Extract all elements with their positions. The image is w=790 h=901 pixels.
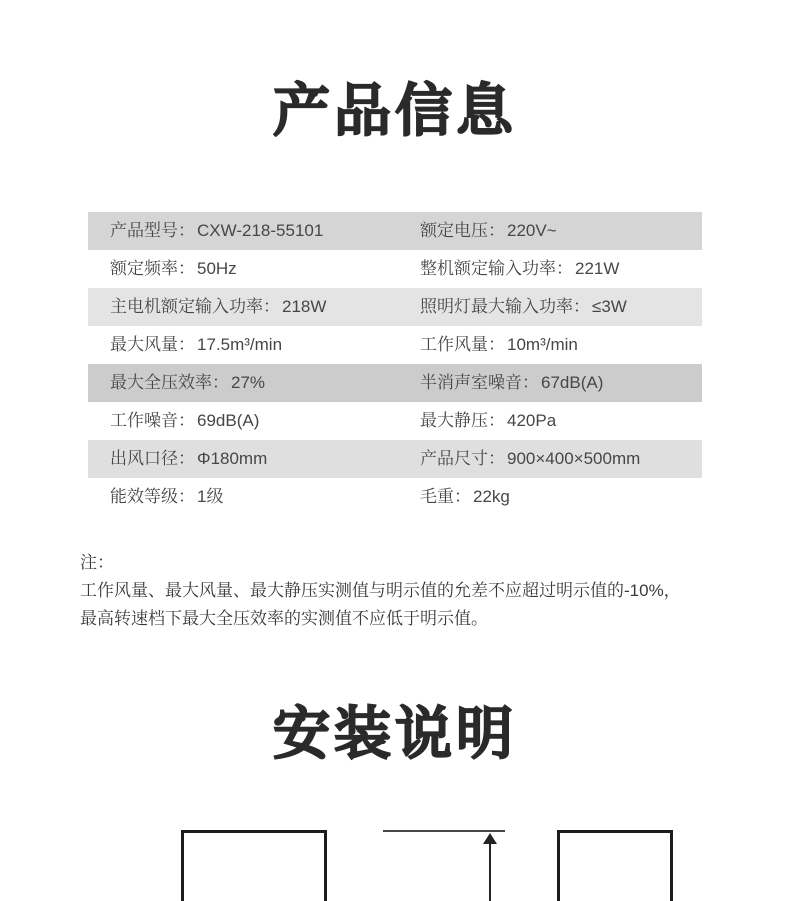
spec-cell-rated-voltage: [398, 212, 702, 250]
spec-cell-energy-rating: [88, 478, 398, 516]
spec-label: 额定频率：: [110, 259, 195, 278]
spec-row-outlet-dimensions: [88, 440, 702, 478]
spec-label: 产品型号：: [110, 221, 195, 240]
spec-value: 218W: [282, 297, 327, 316]
spec-cell-max-airflow: [88, 326, 398, 364]
spec-value: 420Pa: [507, 411, 557, 430]
spec-cell-motor-power: [88, 288, 398, 326]
spec-value: 67dB(A): [541, 373, 604, 392]
spec-value: 900×400×500mm: [507, 449, 641, 468]
spec-row-energy-weight: [88, 478, 702, 516]
spec-label: 半消声室噪音：: [420, 373, 539, 392]
spec-value: 17.5m³/min: [197, 335, 283, 354]
spec-row-frequency-power: [88, 250, 702, 288]
left-cabinet-outline: [181, 830, 327, 901]
spec-cell-product-size: [398, 440, 702, 478]
height-arrow-stem: [489, 843, 491, 901]
spec-label: 毛重：: [420, 487, 471, 506]
spec-value: 1级: [197, 487, 224, 506]
spec-label: 整机额定输入功率：: [420, 259, 573, 278]
notes-heading: 注：: [80, 553, 114, 572]
spec-cell-outlet-diameter: [88, 440, 398, 478]
spec-value: 22kg: [473, 487, 510, 506]
spec-cell-max-static-pressure: [398, 402, 702, 440]
spec-cell-working-airflow: [398, 326, 702, 364]
spec-table: [88, 212, 702, 516]
product-info-title: 产品信息: [273, 79, 517, 143]
ceiling-line: [383, 830, 505, 832]
spec-row-efficiency-noise: [88, 364, 702, 402]
notes-line-2: 最高转速档下最大全压效率的实测值不应低于明示值。: [80, 609, 488, 628]
spec-value: 50Hz: [197, 259, 237, 278]
installation-title: 安装说明: [273, 702, 517, 766]
spec-value: 221W: [575, 259, 620, 278]
spec-label: 额定电压：: [420, 221, 505, 240]
spec-cell-rated-frequency: [88, 250, 398, 288]
right-cabinet-outline: [557, 830, 673, 901]
spec-value: 220V~: [507, 221, 557, 240]
spec-row-noise-pressure: [88, 402, 702, 440]
spec-cell-pressure-efficiency: [88, 364, 398, 402]
spec-row-model-voltage: [88, 212, 702, 250]
spec-label: 最大全压效率：: [110, 373, 229, 392]
spec-row-motor-lamp-power: [88, 288, 702, 326]
spec-row-airflow: [88, 326, 702, 364]
spec-label: 出风口径：: [110, 449, 195, 468]
notes-block: [80, 549, 740, 633]
spec-label: 工作噪音：: [110, 411, 195, 430]
spec-value: 10m³/min: [507, 335, 578, 354]
spec-cell-model: [88, 212, 398, 250]
spec-value: ≤3W: [592, 297, 627, 316]
spec-label: 能效等级：: [110, 487, 195, 506]
spec-cell-total-input-power: [398, 250, 702, 288]
notes-line-1: 工作风量、最大风量、最大静压实测值与明示值的允差不应超过明示值的-10%，: [80, 581, 681, 600]
spec-value: CXW-218-55101: [197, 221, 324, 240]
spec-cell-gross-weight: [398, 478, 702, 516]
up-arrow-icon: [483, 833, 497, 844]
spec-label: 最大风量：: [110, 335, 195, 354]
spec-label: 产品尺寸：: [420, 449, 505, 468]
spec-cell-anechoic-noise: [398, 364, 702, 402]
spec-label: 照明灯最大输入功率：: [420, 297, 590, 316]
spec-cell-lamp-power: [398, 288, 702, 326]
spec-label: 最大静压：: [420, 411, 505, 430]
spec-value: 69dB(A): [197, 411, 260, 430]
spec-label: 工作风量：: [420, 335, 505, 354]
spec-cell-working-noise: [88, 402, 398, 440]
spec-label: 主电机额定输入功率：: [110, 297, 280, 316]
spec-value: Φ180mm: [197, 449, 268, 468]
spec-value: 27%: [231, 373, 266, 392]
